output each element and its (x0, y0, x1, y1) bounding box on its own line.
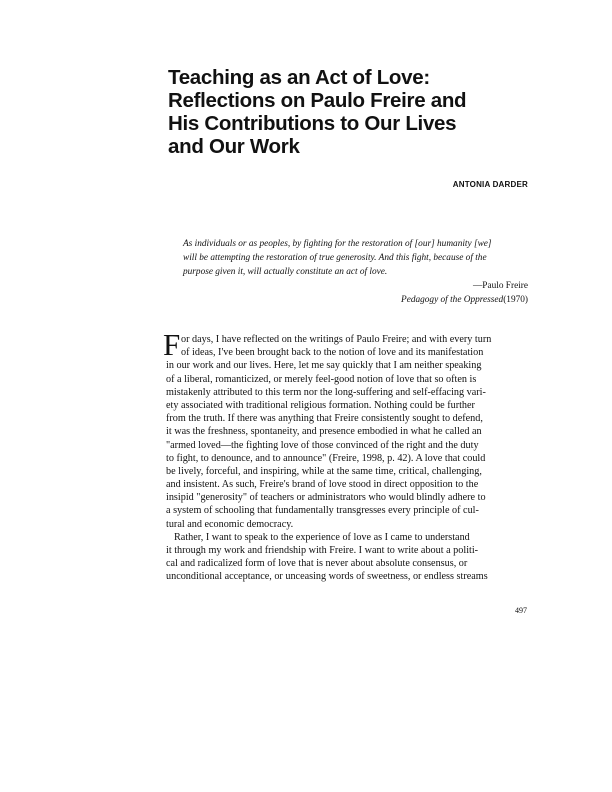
body-line: ety associated with traditional religious formation. Nothing could be further (166, 399, 475, 411)
epigraph (183, 237, 528, 307)
epigraph-line: As individuals or as peoples, by fighting for the restoration of [our] humanity [we] (183, 239, 492, 249)
page-number: 497 (515, 606, 527, 615)
author-name: ANTONIA DARDER (452, 180, 528, 189)
epigraph-line: purpose given it, will actually constitute an act of love. (183, 267, 388, 277)
epigraph-attribution: —Paulo Freire (473, 281, 528, 291)
body-line: "armed loved—the fighting love of those convinced of the right and the duty (166, 439, 479, 451)
body-line: be lively, forceful, and inspiring, while at the same time, critical, challenging, (166, 465, 482, 477)
epigraph-line: will be attempting the restoration of true generosity. And this fight, because of the (183, 253, 487, 263)
body-line: Rather, I want to speak to the experience of love as I came to understand (174, 531, 470, 543)
body-line: it was the freshness, spontaneity, and presence embodied in what he called an (166, 426, 482, 438)
body-line: a system of schooling that fundamentally transgresses every principle of cul- (166, 505, 479, 517)
article-title (168, 66, 528, 158)
title-line: Reflections on Paulo Freire and (168, 89, 467, 112)
title-line: Teaching as an Act of Love: (168, 66, 430, 89)
epigraph-source-year: (1970) (503, 295, 528, 305)
body-line: mistakenly attributed to this term nor the long-suffering and self-effacing vari- (166, 386, 486, 398)
body-line: from the truth. If there was anything that Freire consistently sought to defend, (166, 413, 483, 425)
body-text (166, 333, 528, 584)
body-line: or days, I have reflected on the writings of Paulo Freire; and with every turn (181, 334, 492, 345)
body-line: of ideas, I've been brought back to the notion of love and its manifestation (181, 347, 484, 359)
body-line: of a liberal, romanticized, or merely feel-good notion of love that so often is (166, 373, 477, 385)
epigraph-source (183, 293, 528, 307)
epigraph-source-title: Pedagogy of the Oppressed (401, 295, 504, 305)
body-line: to fight, to denounce, and to announce" (Freire, 1998, p. 42). A love that could (166, 452, 486, 464)
body-line: in our work and our lives. Here, let me say quickly that I am neither speaking (166, 360, 482, 372)
body-line: and insistent. As such, Freire's brand of love stood in direct opposition to the (166, 479, 479, 491)
body-line: it through my work and friendship with Freire. I want to write about a politi- (166, 545, 479, 556)
title-line: and Our Work (168, 135, 300, 158)
drop-cap: F (163, 327, 181, 362)
title-line: His Contributions to Our Lives (168, 112, 457, 135)
body-line: cal and radicalized form of love that is never about absolute consensus, or (166, 558, 468, 570)
body-line: insipid "generosity" of teachers or administrators who would blindly adhere to (166, 492, 486, 504)
body-line: tural and economic democracy. (166, 518, 294, 530)
body-line: unconditional acceptance, or unceasing words of sweetness, or endless streams (166, 571, 488, 583)
